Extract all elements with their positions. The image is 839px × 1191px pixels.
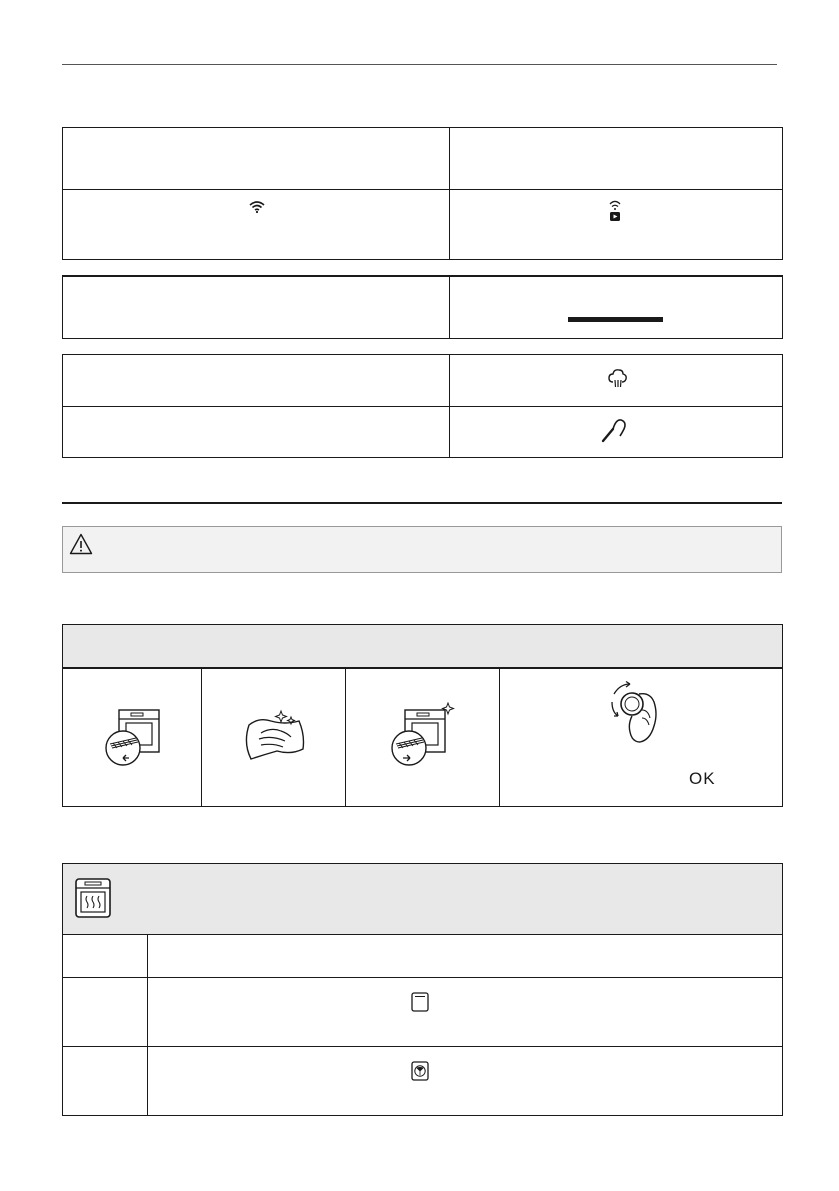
header-rule bbox=[62, 64, 777, 65]
column-divider bbox=[201, 669, 202, 806]
heating-functions-table bbox=[62, 863, 783, 1116]
row-divider bbox=[63, 406, 782, 407]
column-divider bbox=[449, 277, 450, 339]
warning-icon bbox=[69, 533, 93, 555]
column-divider bbox=[449, 355, 450, 457]
row-divider bbox=[63, 977, 782, 978]
remote-control-icon bbox=[608, 199, 622, 223]
column-divider bbox=[499, 669, 500, 806]
connectivity-table bbox=[62, 127, 783, 260]
cleaning-cloth-icon bbox=[241, 707, 311, 765]
heating-functions-header bbox=[63, 864, 782, 934]
column-divider bbox=[147, 935, 148, 1115]
cleaning-steps-table bbox=[62, 624, 783, 807]
header-divider bbox=[63, 667, 782, 669]
row-divider bbox=[63, 189, 782, 190]
accessory-table bbox=[62, 354, 783, 458]
food-probe-icon bbox=[600, 416, 628, 444]
wifi-icon bbox=[249, 200, 265, 214]
top-heat-icon bbox=[411, 992, 429, 1012]
ok-label: OK bbox=[689, 769, 716, 788]
warning-box bbox=[62, 526, 782, 573]
fan-heat-icon bbox=[411, 1061, 429, 1081]
row-divider bbox=[63, 934, 782, 935]
display-table bbox=[62, 275, 783, 339]
oven-heat-icon bbox=[75, 878, 111, 918]
progress-bar-icon bbox=[568, 317, 663, 322]
knob-hand-icon bbox=[606, 680, 672, 748]
oven-shelf-remove-icon bbox=[103, 708, 163, 768]
steam-icon bbox=[608, 367, 628, 389]
column-divider bbox=[449, 128, 450, 259]
cleaning-steps-header bbox=[63, 625, 782, 667]
row-divider bbox=[63, 1046, 782, 1047]
column-divider bbox=[345, 669, 346, 806]
oven-shelf-insert-icon bbox=[389, 702, 455, 768]
section-rule bbox=[62, 502, 782, 504]
